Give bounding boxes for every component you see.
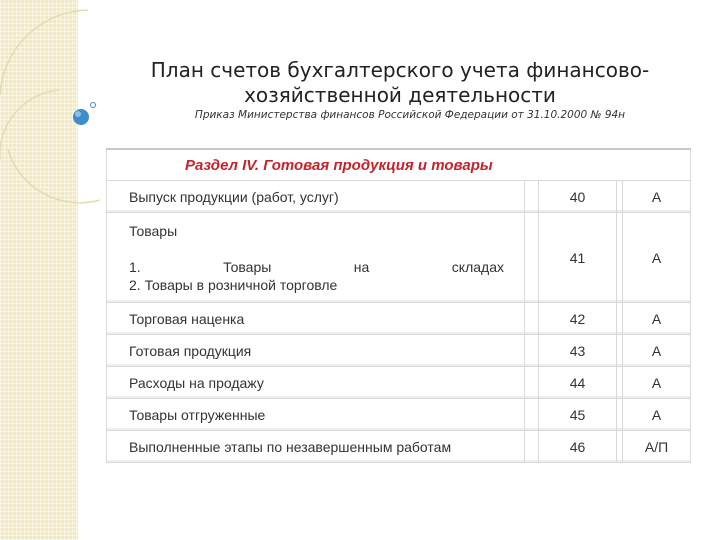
sub-item-2: 2. Товары в розничной торговле <box>129 276 338 293</box>
account-name: Выполненные этапы по незавершенным работам <box>107 431 525 463</box>
accounts-table-container <box>106 148 690 466</box>
table-row <box>107 399 691 431</box>
page-subtitle: Приказ Министерства финансов Российской Федерации от 31.10.2000 № 94н <box>194 109 626 121</box>
spacer-cell <box>525 431 539 463</box>
sub-item-1-word3: складах <box>451 258 504 275</box>
spacer-cell <box>525 181 539 213</box>
account-code: 44 <box>539 367 617 399</box>
spacer-cell <box>525 335 539 367</box>
account-type: А <box>623 303 691 335</box>
account-code: 45 <box>539 399 617 431</box>
sub-item-1-word2: на <box>353 258 370 275</box>
account-type: А <box>623 335 691 367</box>
account-type: А <box>623 399 691 431</box>
spacer-cell <box>525 303 539 335</box>
account-type: А <box>623 181 691 213</box>
title-line-2: хозяйственной деятельности <box>244 83 556 107</box>
account-type: А/П <box>623 431 691 463</box>
account-name: Товары <box>129 222 178 239</box>
account-name: Торговая наценка <box>107 303 525 335</box>
account-code: 41 <box>539 213 617 303</box>
account-name: Товары отгруженные <box>107 399 525 431</box>
account-code: 40 <box>539 181 617 213</box>
account-code: 46 <box>539 431 617 463</box>
sub-item-1-word1: Товары <box>223 258 272 275</box>
spacer-cell <box>525 367 539 399</box>
account-name: Готовая продукция <box>107 335 525 367</box>
section-title: Раздел IV. Готовая продукция и товары <box>107 149 691 181</box>
account-name: Расходы на продажу <box>107 367 525 399</box>
table-row <box>107 431 691 463</box>
sub-item-1 <box>129 258 524 276</box>
account-type: А <box>623 367 691 399</box>
account-name-multiline <box>107 213 525 303</box>
account-code: 42 <box>539 303 617 335</box>
account-code: 43 <box>539 335 617 367</box>
sub-item-1-num: 1. <box>129 258 141 275</box>
table-row <box>107 303 691 335</box>
table-row <box>107 181 691 213</box>
table-row <box>107 213 691 303</box>
accounts-table <box>106 148 691 463</box>
account-name: Выпуск продукции (работ, услуг) <box>107 181 525 213</box>
spacer-cell <box>525 399 539 431</box>
account-type: А <box>623 213 691 303</box>
table-row <box>107 335 691 367</box>
title-line-1: План счетов бухгалтерского учета финансово- <box>150 58 650 82</box>
section-header-row <box>107 149 691 181</box>
page-title <box>150 58 650 108</box>
table-row <box>107 367 691 399</box>
spacer-cell <box>525 213 539 303</box>
